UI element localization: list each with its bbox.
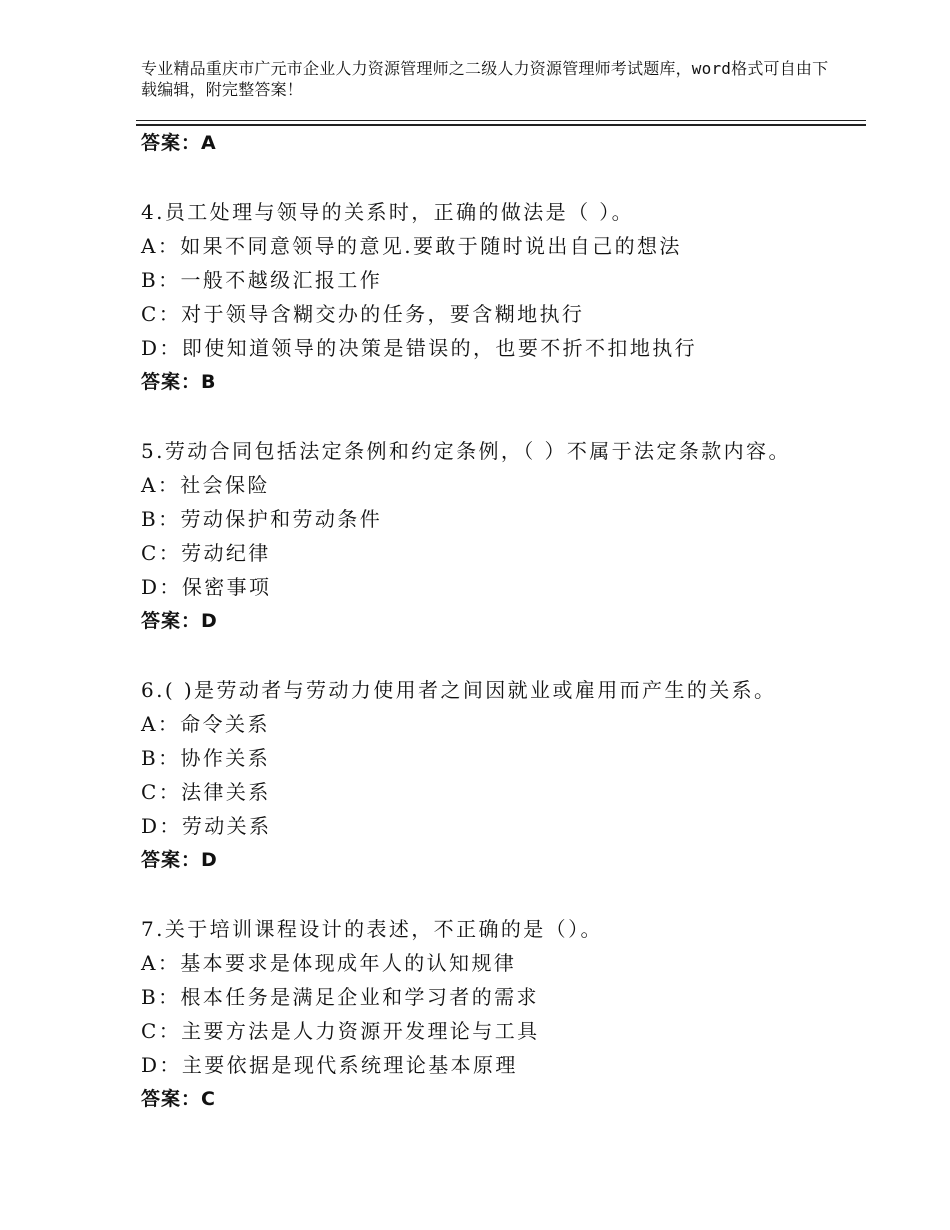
- document-header: 专业精品重庆市广元市企业人力资源管理师之二级人力资源管理师考试题库，word格式可自由下载编辑，附完整答案！: [141, 59, 829, 99]
- question-5-stem: 5.劳动合同包括法定条例和约定条例，（ ）不属于法定条款内容。: [141, 439, 791, 463]
- question-4-option-a: A：如果不同意领导的意见.要敢于随时说出自己的想法: [141, 234, 682, 258]
- question-7-stem: 7.关于培训课程设计的表述，不正确的是（）。: [141, 917, 603, 941]
- question-4-option-c: C：对于领导含糊交办的任务，要含糊地执行: [141, 302, 585, 326]
- question-5-option-a: A：社会保险: [141, 473, 270, 497]
- previous-answer: 答案：A: [141, 132, 217, 154]
- question-6-option-d: D：劳动关系: [141, 814, 272, 838]
- question-7-answer: 答案：C: [141, 1088, 216, 1110]
- question-6-stem: 6.( )是劳动者与劳动力使用者之间因就业或雇用而产生的关系。: [141, 678, 777, 702]
- question-7-option-c: C：主要方法是人力资源开发理论与工具: [141, 1019, 540, 1043]
- question-6-option-b: B：协作关系: [141, 746, 271, 770]
- question-5-option-c: C：劳动纪律: [141, 541, 271, 565]
- question-7-option-a: A：基本要求是体现成年人的认知规律: [141, 951, 517, 975]
- question-7-option-d: D：主要依据是现代系统理论基本原理: [141, 1053, 518, 1077]
- question-7-option-b: B：根本任务是满足企业和学习者的需求: [141, 985, 539, 1009]
- question-4-answer: 答案：B: [141, 371, 217, 393]
- question-5-option-d: D：保密事项: [141, 575, 272, 599]
- question-6-option-a: A：命令关系: [141, 712, 270, 736]
- question-5-option-b: B：劳动保护和劳动条件: [141, 507, 383, 531]
- question-6-answer: 答案：D: [141, 849, 218, 871]
- question-4-option-b: B：一般不越级汇报工作: [141, 268, 383, 292]
- header-divider-thick: [136, 124, 866, 126]
- question-4-option-d: D：即使知道领导的决策是错误的，也要不折不扣地执行: [141, 336, 698, 360]
- question-5-answer: 答案：D: [141, 610, 218, 632]
- question-4-stem: 4.员工处理与领导的关系时，正确的做法是（ ）。: [141, 200, 635, 224]
- header-divider-thin: [136, 120, 866, 121]
- question-6-option-c: C：法律关系: [141, 780, 271, 804]
